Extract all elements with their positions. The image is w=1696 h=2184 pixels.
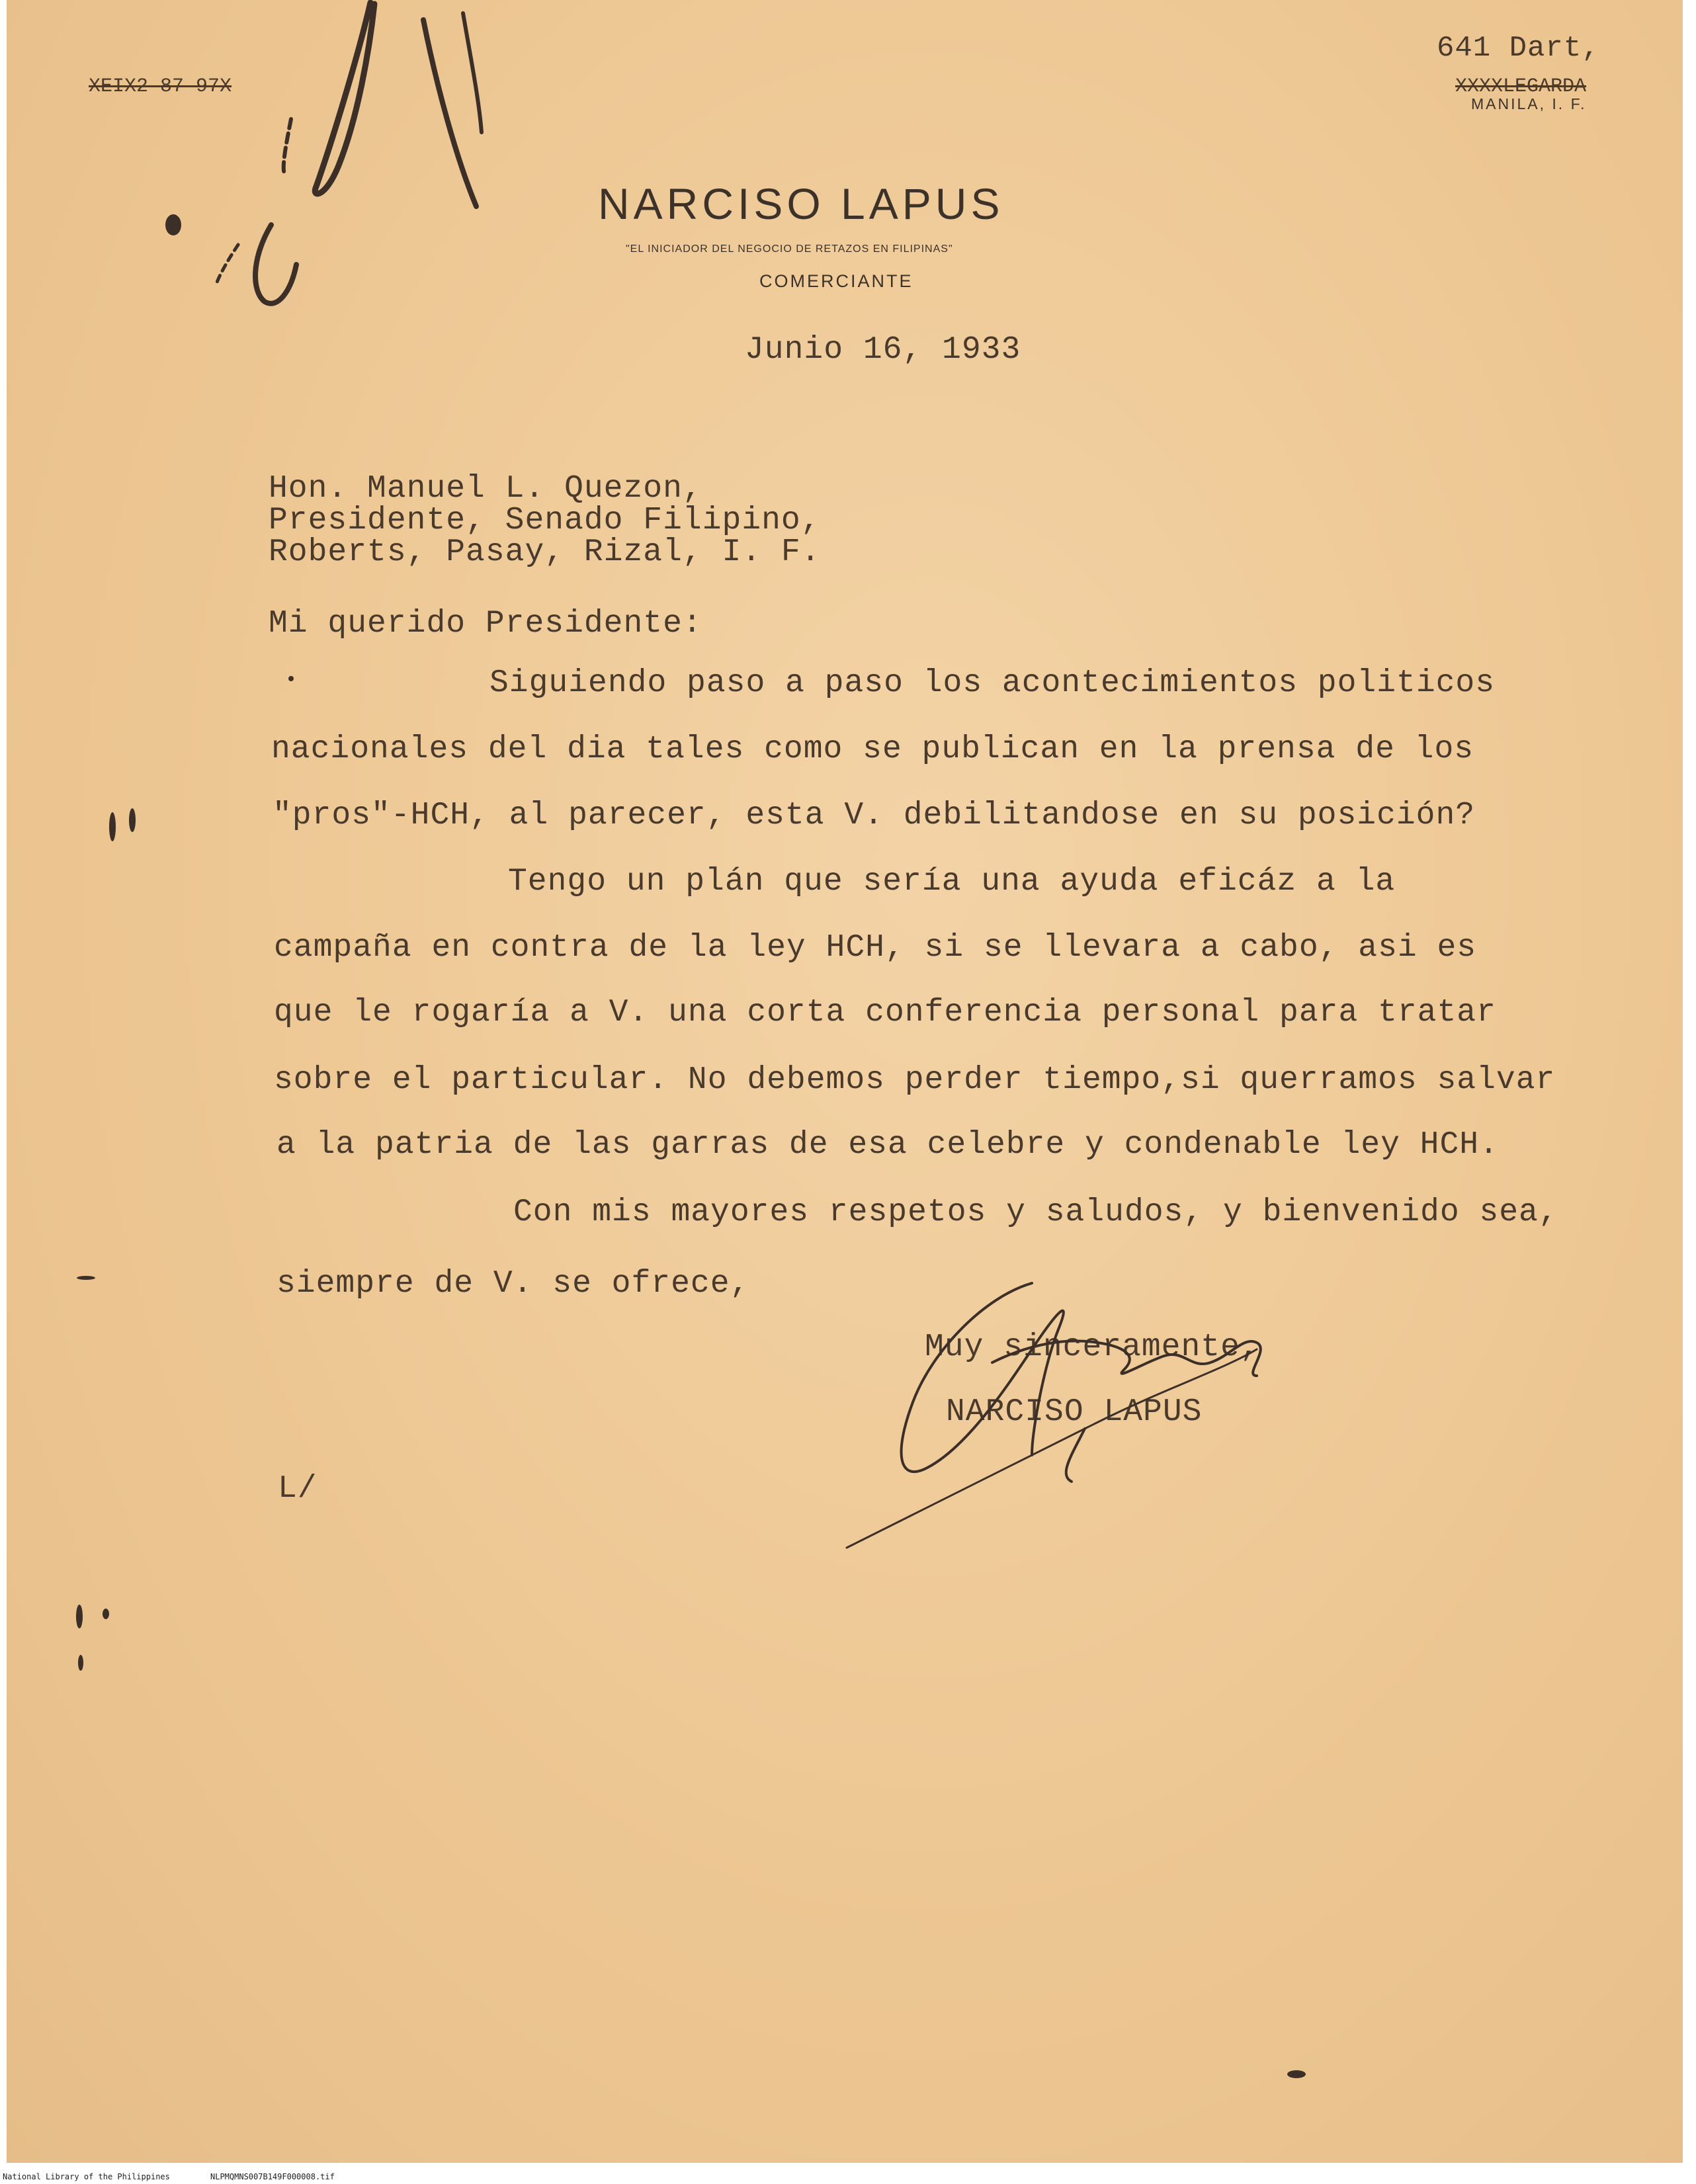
closing: Muy sinceramente, — [925, 1329, 1260, 1365]
address-line: 641 Dart, — [1437, 32, 1600, 65]
ink-speck — [165, 214, 181, 235]
body-line: Siguiendo paso a paso los acontecimientos politicos — [489, 665, 1496, 701]
recipient-line: Presidente, Senado Filipino, — [269, 503, 821, 538]
pen-annotation-mark — [255, 225, 296, 304]
signature-stroke — [992, 1341, 1261, 1376]
ink-speck — [109, 812, 116, 841]
pen-annotation-mark — [315, 3, 374, 194]
letter-date: Junio 16, 1933 — [745, 332, 1021, 368]
recipient-line: Roberts, Pasay, Rizal, I. F. — [269, 534, 821, 570]
body-line: campaña en contra de la ley HCH, si se llevara a cabo, asi es — [274, 930, 1477, 966]
ink-speck — [1287, 2070, 1306, 2078]
body-line: que le rogaría a V. una corta conferencia personal para tratar — [274, 995, 1496, 1030]
salutation: Mi querido Presidente: — [269, 606, 702, 642]
pen-annotation-mark — [216, 245, 238, 286]
footer-library: National Library of the Philippines — [3, 2172, 170, 2181]
ink-speck — [76, 1605, 83, 1628]
body-line: Tengo un plán que sería una ayuda eficáz a la — [508, 864, 1396, 900]
signature-stroke — [902, 1283, 1064, 1472]
ink-speck — [78, 1655, 83, 1671]
body-line: "pros"-HCH, al parecer, esta V. debilitandose en su posición? — [273, 798, 1476, 833]
struck-phone: XEIX2-87-97X — [89, 75, 232, 98]
letterhead-motto: "EL INICIADOR DEL NEGOCIO DE RETAZOS EN FILIPINAS" — [626, 243, 953, 255]
body-line: nacionales del dia tales como se publican en la prensa de los — [271, 732, 1474, 767]
struck-address: XXXXLEGARDA — [1455, 75, 1587, 98]
body-line: sobre el particular. No debemos perder tiempo,si querramos salvar — [274, 1062, 1556, 1098]
signer-name: NARCISO LAPUS — [946, 1394, 1203, 1430]
pen-annotation-mark — [463, 13, 482, 132]
typist-initials: L/ — [278, 1471, 318, 1507]
ink-speck — [103, 1609, 109, 1619]
letterhead-city: MANILA, I. F. — [1471, 95, 1587, 112]
signature-stroke — [847, 1349, 1257, 1548]
letterhead-role: COMERCIANTE — [759, 271, 913, 291]
ink-speck — [129, 808, 136, 832]
ink-speck — [77, 1276, 95, 1280]
body-line: Con mis mayores respetos y saludos, y bienvenido sea, — [513, 1195, 1558, 1230]
body-line: siempre de V. se ofrece, — [276, 1266, 750, 1302]
letterhead-name: NARCISO LAPUS — [598, 179, 1004, 228]
recipient-line: Hon. Manuel L. Quezon, — [269, 471, 702, 507]
pen-annotation-mark — [284, 119, 291, 176]
body-line: a la patria de las garras de esa celebre y condenable ley HCH. — [276, 1127, 1499, 1163]
ink-speck — [288, 676, 294, 681]
footer-file: NLPMQMNS007B149F000008.tif — [210, 2172, 335, 2181]
